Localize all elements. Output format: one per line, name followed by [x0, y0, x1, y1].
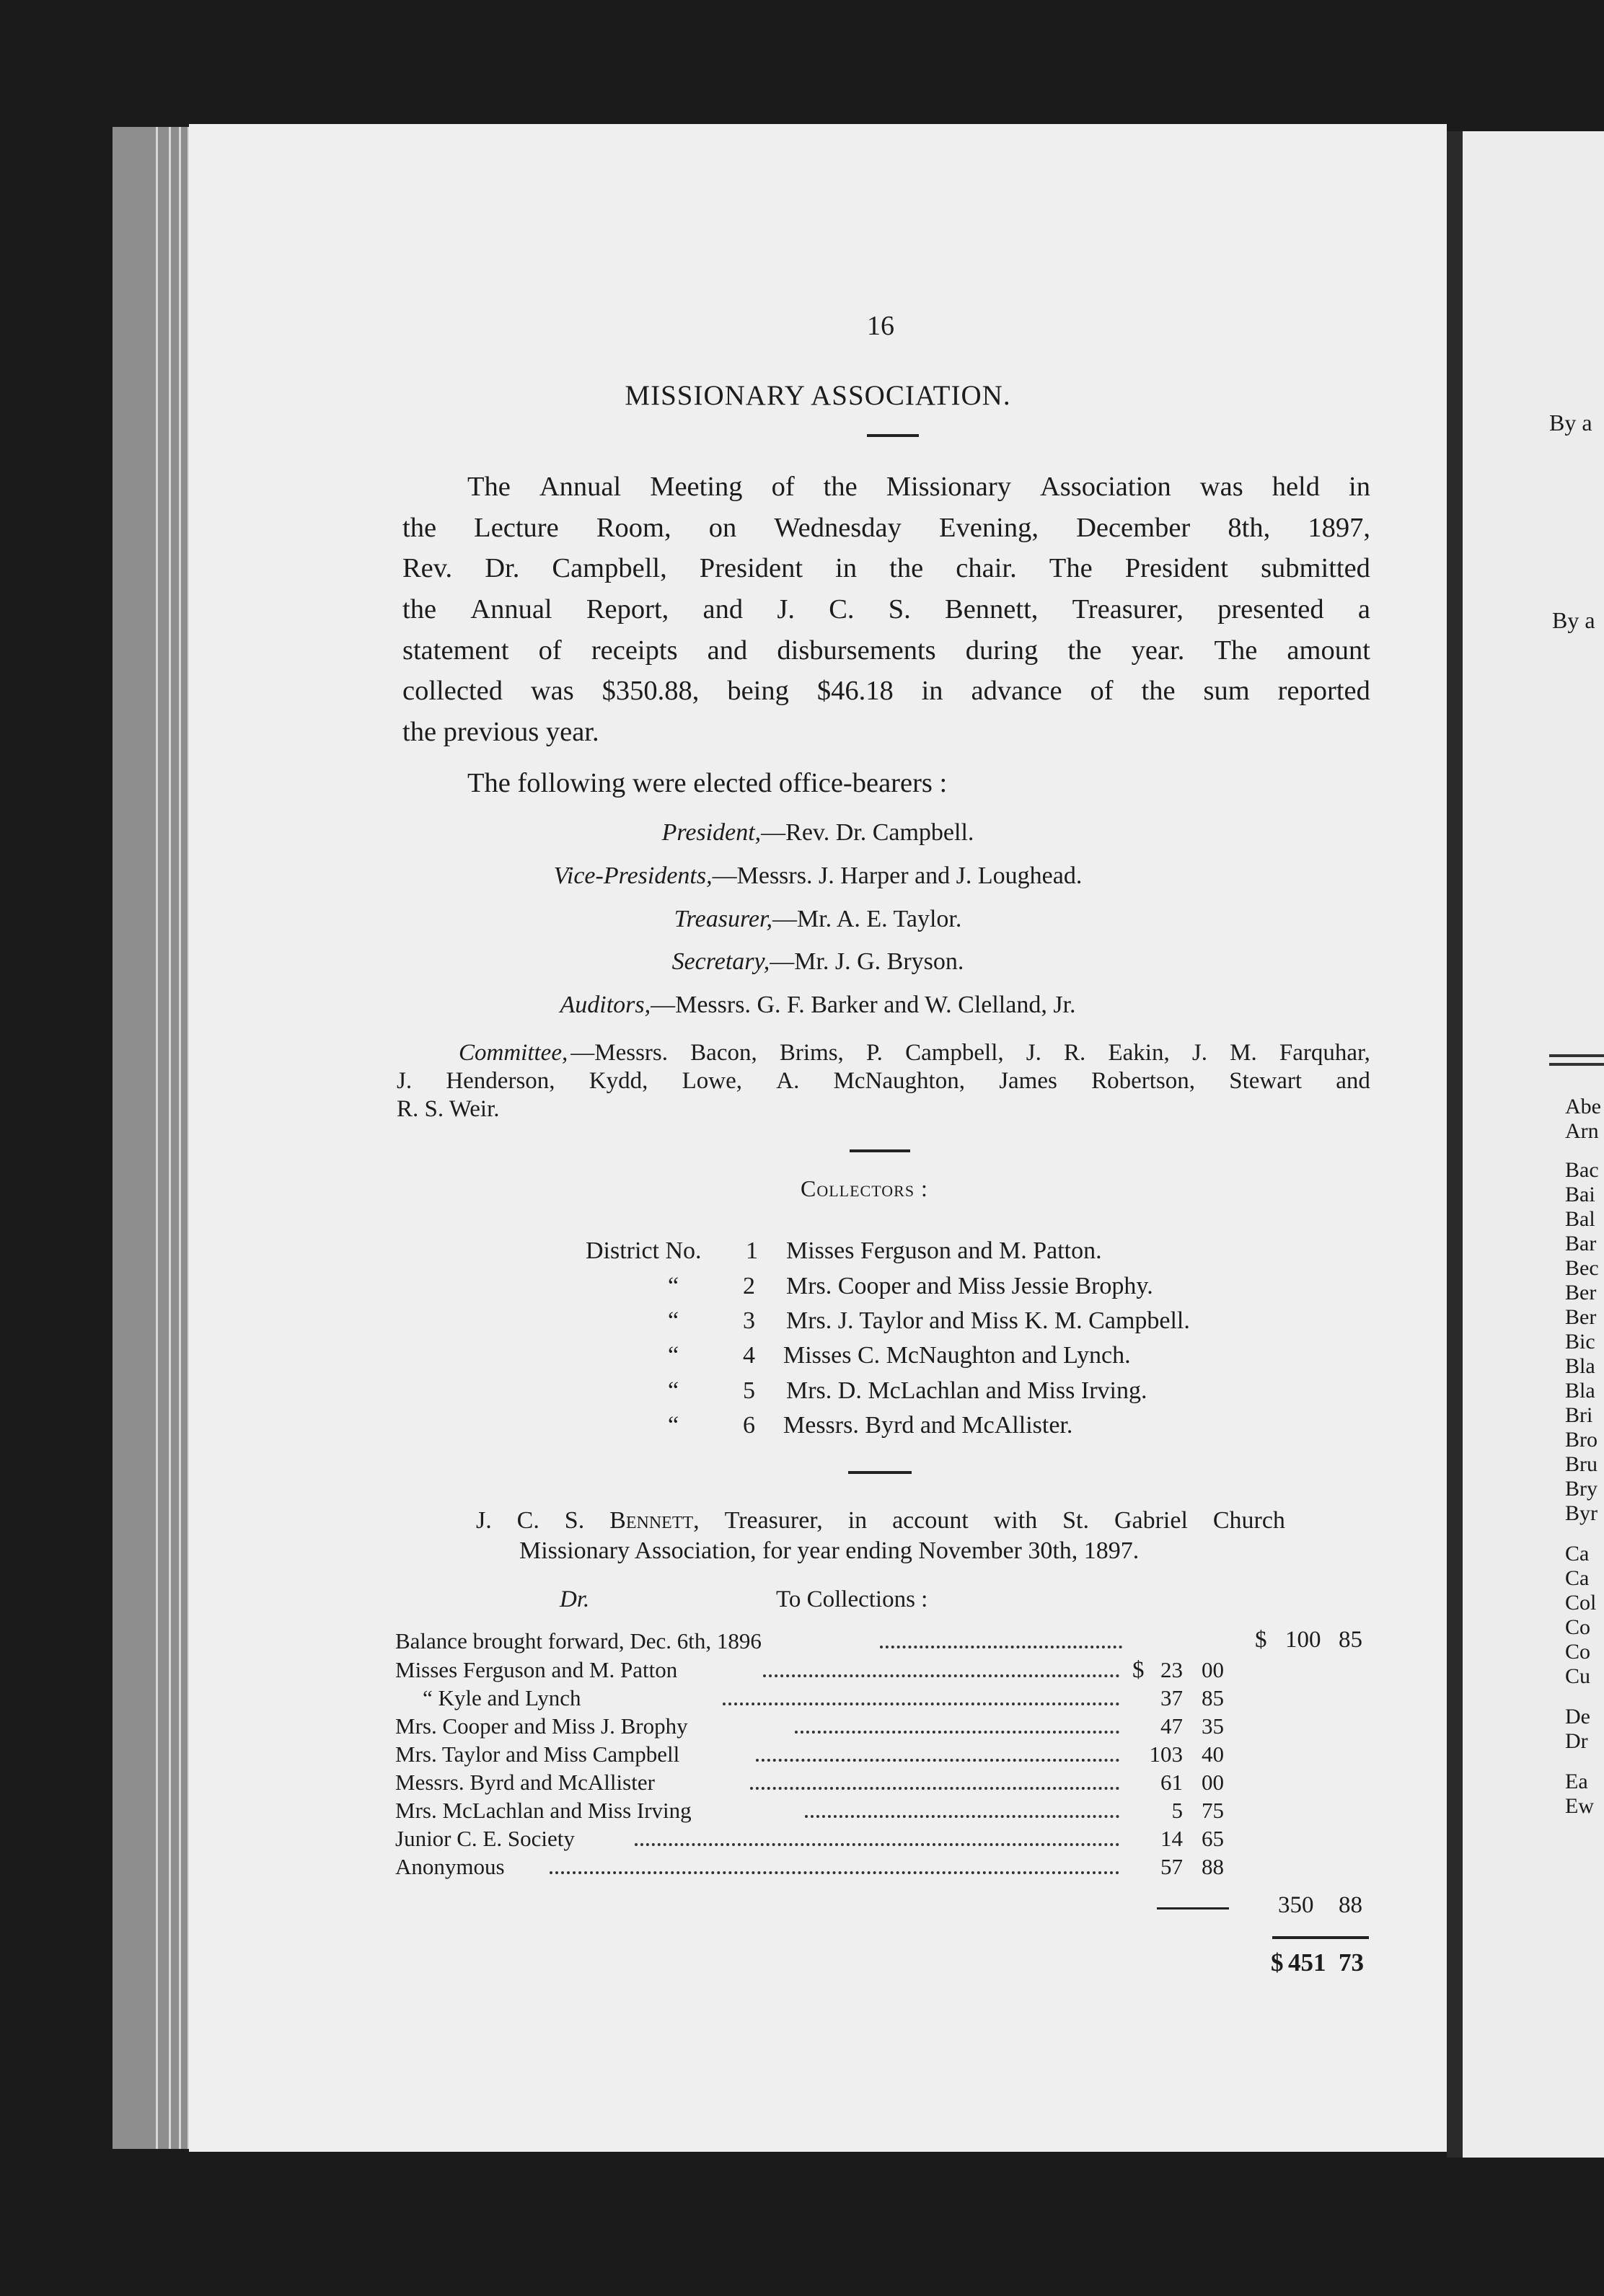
word: S. [564, 1507, 585, 1534]
amount-cents: 88 [1202, 1854, 1224, 1879]
word: Campbell, [905, 1040, 1004, 1066]
amount-cents: 85 [1339, 1627, 1362, 1653]
dot-leader [763, 1674, 1119, 1677]
officer-row [189, 906, 1447, 933]
word: M. [1230, 1040, 1257, 1066]
amount-dollars: 57 [1160, 1854, 1183, 1879]
word: J. [1191, 1040, 1207, 1066]
word: 1897, [1308, 513, 1370, 543]
word: —Messrs. [570, 1040, 668, 1066]
entry-label: “ Kyle and Lynch [423, 1685, 581, 1710]
entry-label: Mrs. McLachlan and Miss Irving [395, 1798, 692, 1823]
word: C. [516, 1507, 539, 1534]
table-row [395, 1826, 1116, 1855]
balance-row [395, 1628, 1116, 1657]
word: on [708, 513, 737, 543]
officer-row [189, 948, 1447, 976]
word: C. [829, 594, 855, 624]
officer-row [189, 819, 1447, 847]
word: Missionary [886, 472, 1011, 502]
facing-rule [1549, 1054, 1604, 1057]
facing-name: Ea [1565, 1770, 1588, 1793]
facing-name: Abe [1565, 1095, 1601, 1118]
word: Bennett, [945, 594, 1039, 624]
word: $46.18 [816, 676, 894, 706]
facing-name: Byr [1565, 1501, 1598, 1525]
collector-names: Mrs. Cooper and Miss Jessie Brophy. [786, 1273, 1153, 1299]
facing-name: Ca [1565, 1542, 1590, 1566]
collector-district: “ [668, 1307, 679, 1334]
amount-cents: 40 [1202, 1741, 1224, 1767]
collections-label: To Collections : [776, 1586, 928, 1612]
table-row [395, 1854, 1116, 1883]
word: held [1272, 472, 1320, 502]
word: a [1357, 594, 1370, 624]
word: of [538, 635, 562, 666]
facing-name: Co [1565, 1615, 1591, 1639]
entry-label: Balance brought forward, Dec. 6th, 1896 [395, 1628, 762, 1653]
word: Annual [470, 594, 552, 624]
word: James [999, 1068, 1057, 1094]
facing-line: By a [1552, 607, 1595, 633]
facing-name: Co [1565, 1640, 1591, 1664]
word: Lowe, [682, 1068, 742, 1094]
officers-intro: The following were elected office-bearers : [467, 768, 948, 798]
total-dollar-sign: $ [1271, 1948, 1284, 1977]
collector-names: Misses Ferguson and M. Patton. [786, 1237, 1102, 1264]
collector-names: Mrs. J. Taylor and Miss K. M. Campbell. [786, 1307, 1190, 1334]
word: Wednesday [774, 513, 902, 543]
word: Treasurer, [1072, 594, 1184, 624]
amount-dollars: 100 [1285, 1627, 1321, 1653]
table-row [395, 1770, 1116, 1798]
intro-line [402, 630, 1370, 671]
amount-cents: 85 [1202, 1685, 1224, 1710]
table-row [395, 1741, 1116, 1770]
collector-names: Messrs. Byrd and McAllister. [783, 1412, 1073, 1439]
intro-line [402, 508, 1370, 549]
word: the [1067, 635, 1102, 666]
officer-name: —Messrs. J. Harper and J. Loughead. [712, 862, 1083, 889]
facing-name: De [1565, 1705, 1590, 1728]
word: statement [402, 635, 509, 666]
entry-label: Messrs. Byrd and McAllister [395, 1770, 655, 1795]
word: St. [1062, 1507, 1089, 1534]
table-row [395, 1685, 1116, 1714]
dot-leader [550, 1871, 1119, 1874]
collector-names: Mrs. D. McLachlan and Miss Irving. [786, 1377, 1147, 1404]
word: Henderson, [446, 1068, 555, 1094]
word: Evening, [939, 513, 1039, 543]
amount-dollars: 103 [1149, 1741, 1183, 1767]
account-title-line-2: Missionary Association, for year ending November 30th, 1897. [519, 1537, 1140, 1564]
word: $350.88, [602, 676, 700, 706]
table-row [395, 1798, 1116, 1827]
entry-label: Anonymous [395, 1854, 505, 1879]
total-cents: 73 [1339, 1948, 1364, 1977]
facing-name: Cu [1565, 1664, 1591, 1688]
collector-district-number: 4 [743, 1342, 755, 1369]
word: Kydd, [589, 1068, 648, 1094]
amount-dollars: 61 [1160, 1770, 1183, 1795]
facing-name: Bai [1565, 1183, 1595, 1206]
word: 8th, [1228, 513, 1271, 543]
dot-leader [756, 1759, 1119, 1762]
word: Eakin, [1108, 1040, 1170, 1066]
facing-name: Ew [1565, 1794, 1594, 1818]
word: Dr. [485, 553, 520, 583]
sum-rule [1157, 1907, 1229, 1909]
word: Rev. [402, 553, 453, 583]
word: in [921, 676, 943, 706]
word: the [402, 513, 437, 543]
word: sum [1203, 676, 1250, 706]
word: Treasurer, [724, 1507, 823, 1534]
facing-name: Bry [1565, 1477, 1598, 1501]
word: Campbell, [552, 553, 667, 583]
subtotal-cents: 88 [1339, 1892, 1362, 1918]
word: year. [1131, 635, 1185, 666]
dot-leader [805, 1815, 1119, 1818]
book-gutter [1447, 131, 1463, 2158]
officer-name: —Messrs. G. F. Barker and W. Clelland, Jr. [651, 992, 1076, 1018]
facing-name: Arn [1565, 1119, 1599, 1143]
word: Gabriel [1114, 1507, 1188, 1534]
word: in [1349, 472, 1370, 502]
word: J. [1026, 1040, 1041, 1066]
table-row [395, 1657, 1116, 1686]
committee-line-2 [397, 1068, 1370, 1095]
amount-dollars: 5 [1171, 1798, 1183, 1823]
collector-district-number: 6 [743, 1412, 755, 1439]
facing-name: Dr [1565, 1729, 1588, 1753]
officer-name: —Mr. A. E. Taylor. [772, 906, 962, 932]
word: President [699, 553, 803, 583]
word: in [847, 1507, 868, 1534]
word: McNaughton, [833, 1068, 965, 1094]
officer-role: Vice-Presidents, [553, 862, 713, 889]
page-title: MISSIONARY ASSOCIATION. [625, 380, 1011, 411]
officer-role: Auditors, [560, 992, 651, 1018]
word: receipts [591, 635, 678, 666]
word: Bennett, [609, 1507, 700, 1534]
word: the [402, 594, 437, 624]
intro-line [402, 589, 1370, 630]
word: and [702, 594, 744, 624]
facing-name: Col [1565, 1591, 1597, 1615]
word: disbursements [777, 635, 936, 666]
total-dollars: 451 [1288, 1948, 1326, 1977]
word: A. [776, 1068, 800, 1094]
committee-line-1 [459, 1040, 1370, 1067]
word: J. [397, 1068, 413, 1094]
facing-page [1463, 131, 1604, 2158]
word: presented [1217, 594, 1324, 624]
word: and [1336, 1068, 1370, 1094]
collectors-heading: Collectors : [801, 1175, 928, 1201]
facing-name: Bro [1565, 1428, 1598, 1452]
collector-district-number: 1 [746, 1237, 758, 1264]
word: was [1199, 472, 1243, 502]
word: submitted [1261, 553, 1370, 583]
word: account [892, 1507, 969, 1534]
word: collected [402, 676, 503, 706]
amount-cents: 65 [1202, 1826, 1224, 1851]
amount-dollars: 23 [1160, 1657, 1183, 1682]
word: during [965, 635, 1039, 666]
word: December [1076, 513, 1191, 543]
table-row [395, 1713, 1116, 1742]
entry-label: Misses Ferguson and M. Patton [395, 1657, 678, 1682]
debit-label: Dr. [560, 1586, 590, 1612]
word: reported [1277, 676, 1370, 706]
officer-row [189, 992, 1447, 1019]
word: with [993, 1507, 1038, 1534]
amount-cents: 75 [1202, 1798, 1224, 1823]
word: Meeting [650, 472, 743, 502]
facing-name: Bla [1565, 1354, 1595, 1378]
intro-line [402, 548, 1370, 589]
officer-role: President, [661, 819, 762, 846]
facing-rule [1549, 1063, 1604, 1066]
facing-name: Bic [1565, 1330, 1595, 1354]
word: the [823, 472, 858, 502]
amount-dollars: 47 [1160, 1713, 1183, 1739]
word: The [1049, 553, 1093, 583]
subtotal-dollars: 350 [1278, 1892, 1314, 1918]
dot-leader [635, 1843, 1119, 1846]
word: chair. [956, 553, 1017, 583]
page-number: 16 [867, 311, 894, 341]
word: Bacon, [690, 1040, 757, 1066]
collector-district-number: 3 [743, 1307, 755, 1334]
word: Brims, [779, 1040, 844, 1066]
section-rule [850, 1149, 910, 1152]
word: The [467, 472, 511, 502]
word: S. [888, 594, 911, 624]
facing-name: Ber [1565, 1305, 1597, 1329]
collector-district: “ [668, 1377, 679, 1404]
word: P. [865, 1040, 883, 1066]
officer-row [189, 862, 1447, 890]
collector-district-number: 2 [743, 1273, 755, 1299]
word: J. [777, 594, 795, 624]
word: in [835, 553, 858, 583]
word: advance [971, 676, 1062, 706]
word: and [707, 635, 748, 666]
committee-line-3: R. S. Weir. [397, 1096, 500, 1122]
title-rule [867, 434, 919, 437]
dot-leader [750, 1787, 1119, 1790]
section-rule [848, 1471, 912, 1474]
entry-label: Mrs. Cooper and Miss J. Brophy [395, 1713, 688, 1739]
word: the [889, 553, 924, 583]
dot-leader [880, 1646, 1122, 1648]
word: Lecture [474, 513, 559, 543]
committee-role: Committee, [459, 1040, 568, 1066]
amount-cents: 00 [1202, 1657, 1224, 1682]
collector-district-number: 5 [743, 1377, 755, 1404]
facing-name: Bac [1565, 1158, 1599, 1182]
collector-district: “ [668, 1412, 679, 1439]
dollar-sign: $ [1255, 1627, 1267, 1653]
collector-district: “ [668, 1342, 679, 1369]
word: Association [1039, 472, 1171, 502]
word: J. [476, 1507, 492, 1534]
word: Robertson, [1091, 1068, 1195, 1094]
account-title-line-1 [476, 1507, 1285, 1535]
word: Farquhar, [1279, 1040, 1370, 1066]
entry-label: Mrs. Taylor and Miss Campbell [395, 1741, 680, 1767]
word: Room, [596, 513, 671, 543]
officer-name: —Mr. J. G. Bryson. [770, 948, 964, 975]
word: Stewart [1229, 1068, 1303, 1094]
amount-cents: 35 [1202, 1713, 1224, 1739]
word: Annual [539, 472, 622, 502]
intro-line [402, 671, 1370, 712]
facing-name: Bri [1565, 1403, 1593, 1427]
officer-name: —Rev. Dr. Campbell. [761, 819, 974, 846]
word: was [530, 676, 574, 706]
collector-names: Misses C. McNaughton and Lynch. [783, 1342, 1131, 1369]
facing-name: Ber [1565, 1281, 1597, 1304]
word: of [771, 472, 795, 502]
amount-dollars: 14 [1160, 1826, 1183, 1851]
facing-name: Bru [1565, 1452, 1598, 1476]
facing-name: Bar [1565, 1232, 1597, 1255]
page-stack-edge [113, 127, 192, 2149]
dot-leader [795, 1731, 1119, 1734]
word: Church [1212, 1507, 1285, 1534]
word: the [1141, 676, 1176, 706]
officer-role: Treasurer, [674, 906, 772, 932]
word: Report, [586, 594, 669, 624]
intro-line [467, 467, 1370, 508]
amount-cents: 00 [1202, 1770, 1224, 1795]
facing-name: Bal [1565, 1207, 1595, 1231]
word: being [727, 676, 789, 706]
entry-label: Junior C. E. Society [395, 1826, 575, 1851]
collector-district: District No. [586, 1237, 702, 1264]
dot-leader [723, 1703, 1119, 1705]
word: The [1214, 635, 1258, 666]
word: amount [1287, 635, 1370, 666]
amount-dollars: 37 [1160, 1685, 1183, 1710]
facing-name: Ca [1565, 1566, 1590, 1590]
word: of [1090, 676, 1114, 706]
dollar-sign: $ [1132, 1657, 1145, 1683]
officer-role: Secretary, [671, 948, 770, 975]
collector-district: “ [668, 1273, 679, 1299]
total-rule [1272, 1936, 1369, 1939]
facing-line: By a [1549, 410, 1592, 436]
facing-name: Bec [1565, 1256, 1599, 1280]
word: R. [1064, 1040, 1086, 1066]
word: President [1124, 553, 1229, 583]
intro-last-line: the previous year. [402, 717, 599, 747]
facing-name: Bla [1565, 1379, 1595, 1403]
